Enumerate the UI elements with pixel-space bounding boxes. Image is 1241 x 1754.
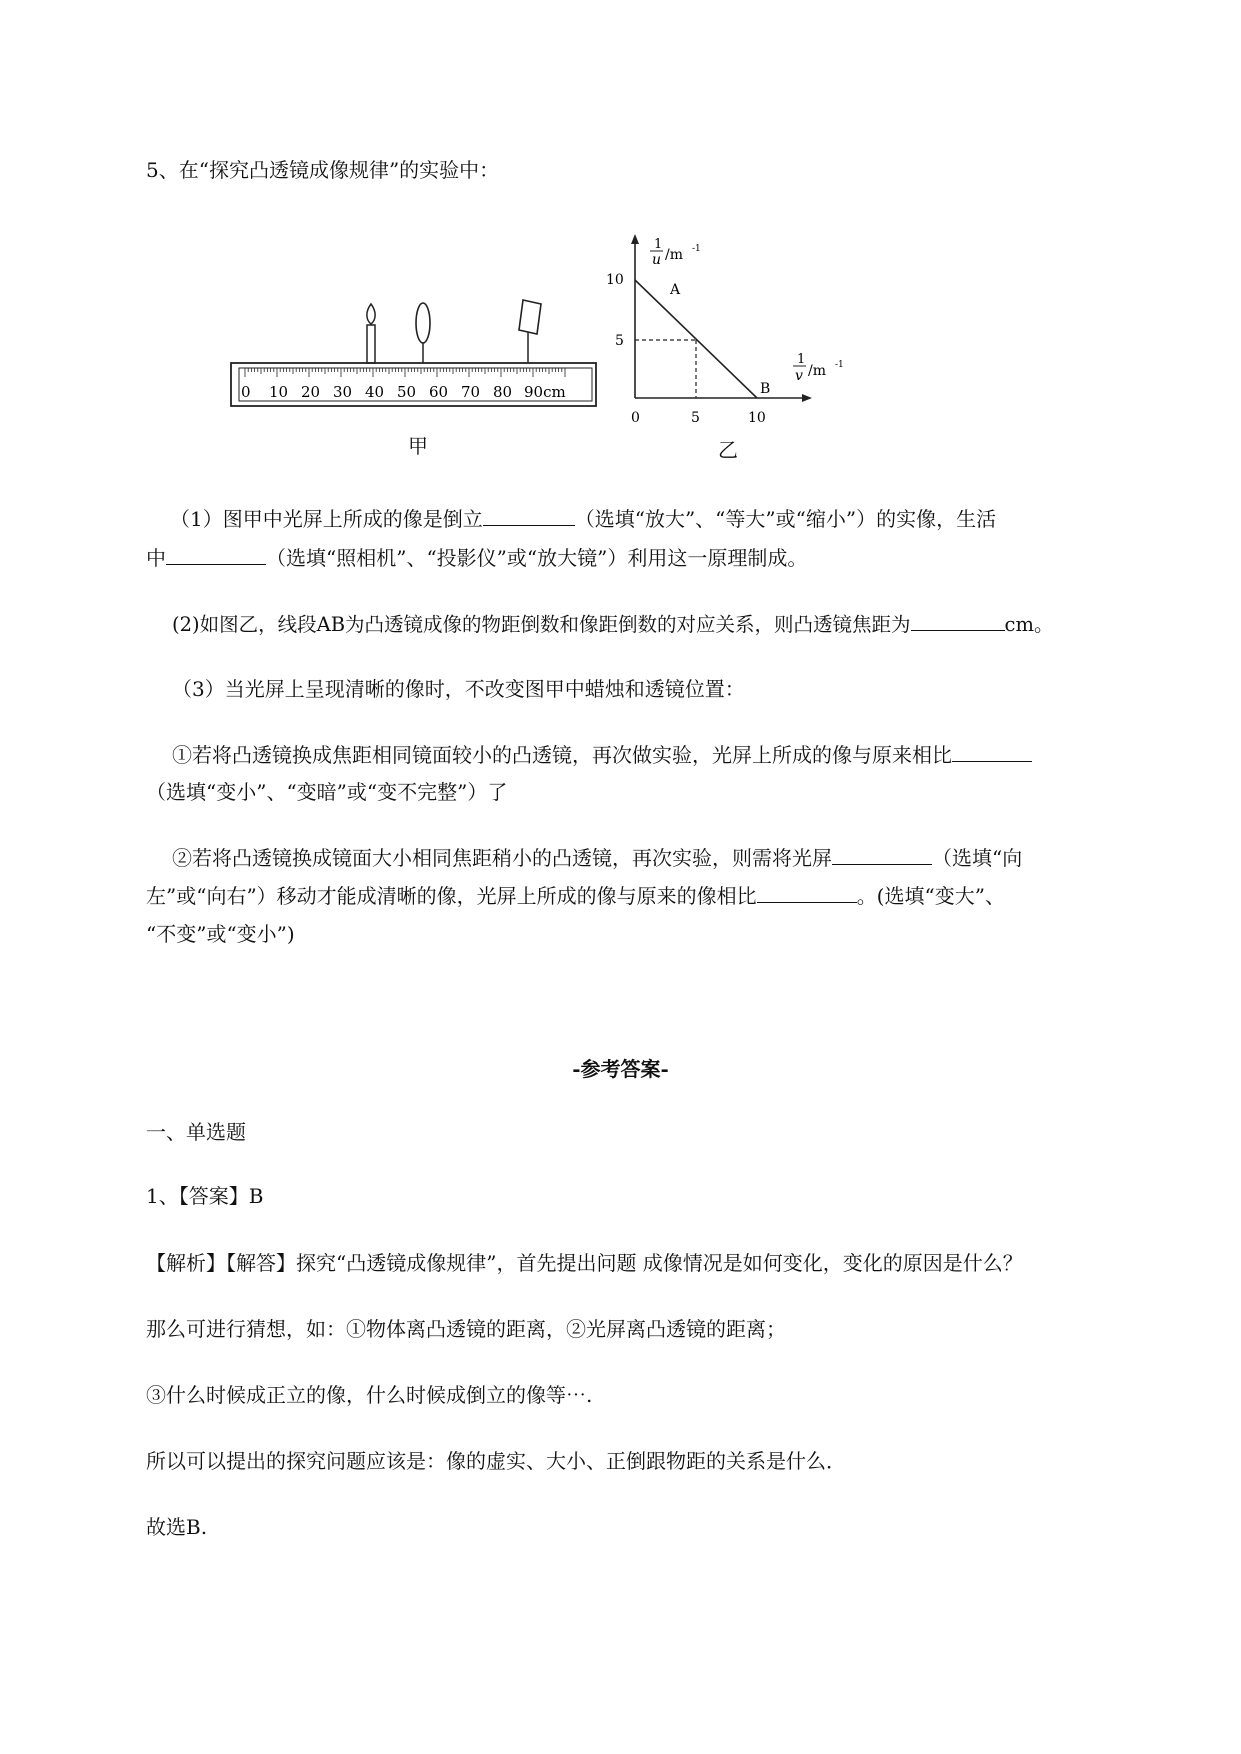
analysis-line-3: ③什么时候成正立的像，什么时候成倒立的像等⋯. (146, 1383, 593, 1407)
answer-blank-1[interactable] (483, 507, 575, 526)
scale-labels (241, 383, 566, 401)
answer-blank-3[interactable] (911, 612, 1005, 631)
scale-label: 60 (429, 383, 449, 401)
sub2-line3: “不变”或“变小”) (146, 922, 295, 946)
analysis-line-4: 所以可以提出的探究问题应该是：像的虚实、大小、正倒跟物距的关系是什么． (146, 1449, 846, 1473)
sub2-line1-text-a: ②若将凸透镜换成镜面大小相同焦距稍小的凸透镜，再次实验，则需将光屏 (172, 846, 832, 870)
sub2-line2-text-a: 左”或“向右”）移动才能成清晰的像，光屏上所成的像与原来的像相比 (146, 884, 757, 908)
analysis-line-2: 那么可进行猜想，如：①物体离凸透镜的距离，②光屏离凸透镜的距离； (146, 1317, 786, 1341)
part1-line1-text-a: （1）图甲中光屏上所成的像是倒立 (170, 507, 483, 531)
part2-text-b: cm。 (1004, 613, 1054, 636)
point-b-label: B (760, 381, 771, 397)
figure-yi-caption: 乙 (718, 438, 738, 462)
scale-label: 90cm (524, 383, 566, 401)
part2-line (172, 612, 1053, 637)
analysis-line-1: 【解析】【解答】探究“凸透镜成像规律”，首先提出问题 成像情况是如何变化，变化的原因是什么？ (146, 1251, 1023, 1275)
scale-label: 50 (397, 383, 417, 401)
graph-svg (605, 230, 865, 460)
scale-ticks (245, 368, 565, 377)
figure-jia-caption: 甲 (408, 434, 428, 458)
point-a-label: A (670, 282, 681, 298)
scale-label: 30 (333, 383, 353, 401)
candle-icon (367, 304, 375, 363)
y-tick-5: 5 (615, 333, 624, 349)
x-label-unit-exp: -1 (835, 360, 844, 370)
x-tick-5: 5 (691, 410, 700, 426)
part3-line: （3）当光屏上呈现清晰的像时，不改变图甲中蜡烛和透镜位置： (172, 677, 745, 701)
y-label-unit-exp: -1 (692, 244, 701, 254)
answer-blank-4[interactable] (952, 743, 1032, 762)
sub2-line1-text-b: （选填“向 (932, 846, 1023, 870)
answer-item: 1、【答案】B (146, 1184, 264, 1208)
sub1-line1 (172, 743, 1032, 767)
y-label-num: 1 (654, 237, 663, 252)
answer-section-title: 一、单选题 (146, 1120, 246, 1144)
y-label-den: u (652, 252, 662, 268)
part1-line2-text-a: 中 (146, 546, 166, 570)
sub2-line2-text-b: 。(选填“变大”、 (856, 884, 1005, 908)
x-tick-10: 10 (748, 410, 766, 426)
sub2-line1 (172, 846, 1022, 870)
part1-line1 (170, 507, 996, 531)
question-title: 5、在“探究凸透镜成像规律”的实验中： (146, 158, 500, 182)
x-label-den: v (795, 368, 803, 384)
part2-text-a: (2)如图乙，线段AB为凸透镜成像的物距倒数和像距倒数的对应关系，则凸透镜焦距为 (172, 613, 911, 636)
sub1-line1-text: ①若将凸透镜换成焦距相同镜面较小的凸透镜，再次做实验，光屏上所成的像与原来相比 (172, 743, 952, 767)
lens-icon (416, 303, 430, 343)
x-label-num: 1 (797, 352, 806, 367)
screen-icon (519, 300, 541, 363)
part1-line1-text-b: （选填“放大”、“等大”或“缩小”）的实像，生活 (574, 507, 997, 531)
scale-label: 0 (241, 383, 251, 401)
y-label-unit: /m (665, 247, 683, 263)
line-ab (635, 280, 757, 398)
figure-graph (605, 230, 865, 460)
answer-blank-2[interactable] (166, 546, 266, 565)
scale-label: 10 (269, 383, 289, 401)
part1-line2 (146, 546, 807, 570)
answer-blank-5[interactable] (832, 846, 932, 865)
scale-label: 40 (365, 383, 385, 401)
x-tick-0: 0 (631, 410, 640, 426)
answer-heading: -参考答案- (572, 1057, 669, 1081)
x-label-unit: /m (808, 363, 826, 379)
y-tick-10: 10 (606, 272, 624, 288)
analysis-line-5: 故选B. (146, 1515, 208, 1539)
sub2-line2 (146, 884, 1005, 908)
scale-label: 70 (461, 383, 481, 401)
answer-blank-6[interactable] (757, 884, 857, 903)
scale-label: 80 (493, 383, 513, 401)
part1-line2-text-b: （选填“照相机”、“投影仪”或“放大镜”）利用这一原理制成。 (266, 546, 808, 570)
scale-label: 20 (301, 383, 321, 401)
sub1-line2: （选填“变小”、“变暗”或“变不完整”）了 (146, 780, 508, 804)
